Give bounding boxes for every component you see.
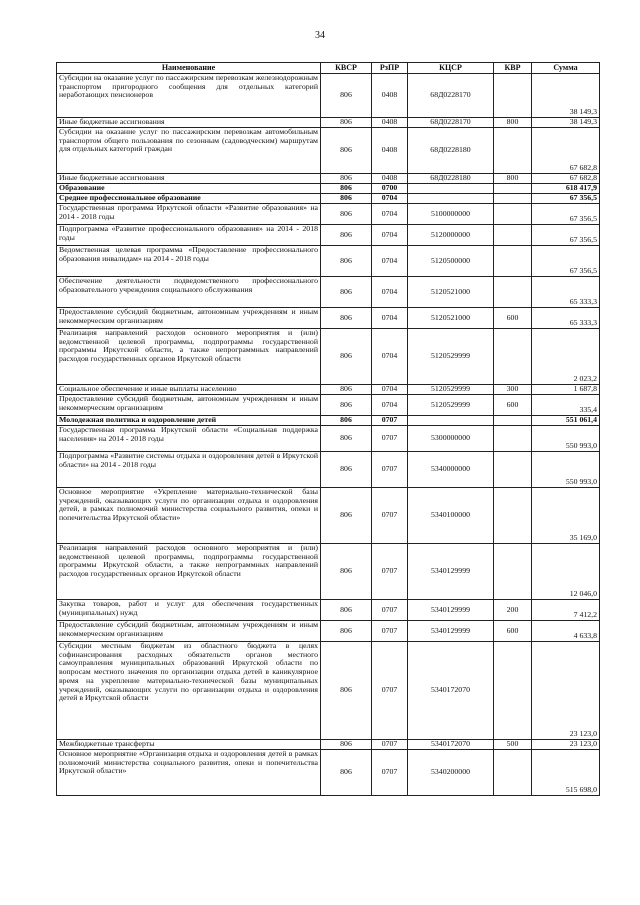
- cell-name: Предоставление субсидий бюджетным, автономным учреждениям и иным некоммерческим организациям: [57, 395, 321, 416]
- table-row: [57, 204, 600, 225]
- table-row: [57, 194, 600, 204]
- cell-kvr: [494, 750, 532, 796]
- table-row: [57, 395, 600, 416]
- cell-kvr: 200: [494, 600, 532, 621]
- cell-name: Основное мероприятие «Укрепление материально-технической базы учреждений, оказывающих услуги по организации отдыха и оздоровления детей, в рамках полномочий министерства социального развития, опеки и попечительства Иркутской области»: [57, 488, 321, 544]
- cell-rzpr: 0408: [372, 128, 408, 174]
- cell-kvsr: 806: [321, 74, 372, 118]
- cell-kcsr: [408, 184, 494, 194]
- cell-sum: 35 169,0: [532, 488, 600, 544]
- cell-rzpr: 0707: [372, 452, 408, 488]
- cell-kcsr: 5340129999: [408, 544, 494, 600]
- cell-name: Реализация направлений расходов основного мероприятия и (или) ведомственной целевой программы, подпрограммы государственной программы Иркутской области, а также непрограммных направлений расходов государственных органов Иркутской области: [57, 544, 321, 600]
- cell-kcsr: 5340100000: [408, 488, 494, 544]
- cell-kcsr: 5120529999: [408, 385, 494, 395]
- cell-sum: 618 417,9: [532, 184, 600, 194]
- table-row: [57, 277, 600, 308]
- cell-kcsr: 68Д0228170: [408, 118, 494, 128]
- cell-kcsr: 68Д0228170: [408, 74, 494, 118]
- header-kvr: КВР: [494, 63, 532, 74]
- cell-rzpr: 0707: [372, 740, 408, 750]
- header-rzpr: РзПР: [372, 63, 408, 74]
- cell-sum: 23 123,0: [532, 740, 600, 750]
- cell-name: Государственная программа Иркутской области «Социальная поддержка населения» на 2014 - 2018 годы: [57, 426, 321, 452]
- cell-kvr: 600: [494, 395, 532, 416]
- cell-kvsr: 806: [321, 642, 372, 740]
- cell-sum: 67 682,8: [532, 128, 600, 174]
- cell-kvr: 600: [494, 621, 532, 642]
- header-name: Наименование: [57, 63, 321, 74]
- cell-kcsr: 5340172070: [408, 740, 494, 750]
- cell-sum: 335,4: [532, 395, 600, 416]
- cell-kcsr: 5340200000: [408, 750, 494, 796]
- header-kcsr: КЦСР: [408, 63, 494, 74]
- cell-name: Образование: [57, 184, 321, 194]
- table-row: [57, 184, 600, 194]
- cell-sum: 515 698,0: [532, 750, 600, 796]
- cell-kvr: [494, 329, 532, 385]
- cell-sum: 38 149,3: [532, 74, 600, 118]
- cell-sum: 551 061,4: [532, 416, 600, 426]
- cell-rzpr: 0408: [372, 118, 408, 128]
- cell-kvsr: 806: [321, 621, 372, 642]
- table-row: [57, 329, 600, 385]
- cell-rzpr: 0704: [372, 246, 408, 277]
- cell-kvsr: 806: [321, 225, 372, 246]
- cell-kvsr: 806: [321, 426, 372, 452]
- table-row: [57, 600, 600, 621]
- cell-rzpr: 0700: [372, 184, 408, 194]
- cell-kvr: 600: [494, 308, 532, 329]
- cell-kvr: [494, 184, 532, 194]
- cell-kcsr: 68Д0228180: [408, 174, 494, 184]
- table-row: [57, 225, 600, 246]
- cell-kvsr: 806: [321, 488, 372, 544]
- cell-name: Подпрограмма «Развитие профессионального образования» на 2014 - 2018 годы: [57, 225, 321, 246]
- cell-kcsr: 5120529999: [408, 329, 494, 385]
- cell-name: Ведомственная целевая программа «Предоставление профессионального образования инвалидам» на 2014 - 2018 годы: [57, 246, 321, 277]
- cell-name: Реализация направлений расходов основного мероприятия и (или) ведомственной целевой программы, подпрограммы государственной программы Иркутской области, а также непрограммных направлений расходов государственных органов Иркутской области: [57, 329, 321, 385]
- cell-kvr: [494, 416, 532, 426]
- cell-kvr: [494, 426, 532, 452]
- cell-kvsr: 806: [321, 128, 372, 174]
- cell-name: Молодежная политика и оздоровление детей: [57, 416, 321, 426]
- cell-name: Предоставление субсидий бюджетным, автономным учреждениям и иным некоммерческим организациям: [57, 308, 321, 329]
- cell-kvsr: 806: [321, 329, 372, 385]
- cell-name: Социальное обеспечение и иные выплаты населению: [57, 385, 321, 395]
- cell-sum: 4 633,8: [532, 621, 600, 642]
- page-number: 34: [315, 30, 325, 41]
- cell-rzpr: 0707: [372, 544, 408, 600]
- cell-name: Обеспечение деятельности подведомственного профессионального образовательного учреждения социального обслуживания: [57, 277, 321, 308]
- cell-name: Иные бюджетные ассигнования: [57, 174, 321, 184]
- cell-name: Основное мероприятие «Организация отдыха и оздоровления детей в рамках полномочий министерства социального развития, опеки и попечительства Иркутской области»: [57, 750, 321, 796]
- table-row: [57, 74, 600, 118]
- table-row: [57, 452, 600, 488]
- cell-rzpr: 0707: [372, 750, 408, 796]
- cell-rzpr: 0707: [372, 642, 408, 740]
- cell-kcsr: 5300000000: [408, 426, 494, 452]
- cell-rzpr: 0707: [372, 416, 408, 426]
- table-row: [57, 174, 600, 184]
- cell-sum: 67 682,8: [532, 174, 600, 184]
- cell-kcsr: [408, 194, 494, 204]
- cell-kcsr: 5120500000: [408, 246, 494, 277]
- cell-kvsr: 806: [321, 246, 372, 277]
- cell-kvr: [494, 128, 532, 174]
- table-row: [57, 118, 600, 128]
- cell-kvr: 800: [494, 174, 532, 184]
- table-row: [57, 416, 600, 426]
- cell-sum: 1 687,8: [532, 385, 600, 395]
- cell-kvsr: 806: [321, 416, 372, 426]
- cell-rzpr: 0704: [372, 225, 408, 246]
- cell-kvr: 800: [494, 118, 532, 128]
- cell-name: Подпрограмма «Развитие системы отдыха и оздоровления детей в Иркутской области» на 2014 - 2018 годы: [57, 452, 321, 488]
- cell-kvsr: 806: [321, 385, 372, 395]
- cell-sum: 67 356,5: [532, 204, 600, 225]
- cell-kcsr: 5100000000: [408, 204, 494, 225]
- table-row: [57, 750, 600, 796]
- cell-kvr: [494, 204, 532, 225]
- cell-kvr: [494, 225, 532, 246]
- cell-sum: 67 356,5: [532, 225, 600, 246]
- cell-sum: 23 123,0: [532, 642, 600, 740]
- cell-kvsr: 806: [321, 544, 372, 600]
- table-row: [57, 488, 600, 544]
- cell-sum: 2 023,2: [532, 329, 600, 385]
- table-header-row: [57, 63, 600, 74]
- cell-rzpr: 0704: [372, 395, 408, 416]
- cell-kvr: [494, 74, 532, 118]
- cell-kvsr: 806: [321, 184, 372, 194]
- cell-kvr: 500: [494, 740, 532, 750]
- cell-kcsr: 5340000000: [408, 452, 494, 488]
- cell-kvr: [494, 246, 532, 277]
- cell-kcsr: 68Д0228180: [408, 128, 494, 174]
- cell-kvsr: 806: [321, 600, 372, 621]
- cell-sum: 65 333,3: [532, 308, 600, 329]
- cell-sum: 7 412,2: [532, 600, 600, 621]
- cell-sum: 67 356,5: [532, 246, 600, 277]
- cell-kcsr: 5340172070: [408, 642, 494, 740]
- header-kvsr: КВСР: [321, 63, 372, 74]
- cell-kvsr: 806: [321, 194, 372, 204]
- cell-name: Закупка товаров, работ и услуг для обеспечения государственных (муниципальных) нужд: [57, 600, 321, 621]
- cell-kvsr: 806: [321, 308, 372, 329]
- cell-name: Предоставление субсидий бюджетным, автономным учреждениям и иным некоммерческим организациям: [57, 621, 321, 642]
- cell-rzpr: 0704: [372, 194, 408, 204]
- cell-kvsr: 806: [321, 277, 372, 308]
- cell-rzpr: 0707: [372, 600, 408, 621]
- cell-rzpr: 0704: [372, 204, 408, 225]
- cell-kcsr: 5120521000: [408, 308, 494, 329]
- cell-kvr: [494, 488, 532, 544]
- cell-rzpr: 0704: [372, 385, 408, 395]
- table-row: [57, 426, 600, 452]
- table-row: [57, 740, 600, 750]
- cell-rzpr: 0704: [372, 277, 408, 308]
- table-row: [57, 385, 600, 395]
- cell-sum: 65 333,3: [532, 277, 600, 308]
- cell-rzpr: 0408: [372, 74, 408, 118]
- cell-name: Субсидии на оказание услуг по пассажирским перевозкам автомобильным транспортом общего пользования по сезонным (садоводческим) маршрутам для отдельных категорий граждан: [57, 128, 321, 174]
- cell-kcsr: 5120521000: [408, 277, 494, 308]
- cell-sum: 12 046,0: [532, 544, 600, 600]
- cell-kcsr: 5340129999: [408, 621, 494, 642]
- cell-kvsr: 806: [321, 174, 372, 184]
- cell-rzpr: 0704: [372, 308, 408, 329]
- cell-rzpr: 0707: [372, 488, 408, 544]
- cell-name: Межбюджетные трансферты: [57, 740, 321, 750]
- table-row: [57, 128, 600, 174]
- cell-rzpr: 0408: [372, 174, 408, 184]
- header-sum: Сумма: [532, 63, 600, 74]
- cell-rzpr: 0704: [372, 329, 408, 385]
- table-row: [57, 621, 600, 642]
- cell-rzpr: 0707: [372, 426, 408, 452]
- cell-kcsr: 5120529999: [408, 395, 494, 416]
- table-row: [57, 246, 600, 277]
- cell-kcsr: 5120000000: [408, 225, 494, 246]
- budget-table: [56, 62, 600, 796]
- cell-kvr: [494, 277, 532, 308]
- cell-kvsr: 806: [321, 118, 372, 128]
- cell-name: Иные бюджетные ассигнования: [57, 118, 321, 128]
- cell-kvsr: 806: [321, 750, 372, 796]
- table-row: [57, 544, 600, 600]
- cell-kvr: 300: [494, 385, 532, 395]
- cell-name: Субсидии на оказание услуг по пассажирским перевозкам железнодорожным транспортом пригородного сообщения для отдельных категорий неработающих пенсионеров: [57, 74, 321, 118]
- cell-kvr: [494, 452, 532, 488]
- cell-kvsr: 806: [321, 395, 372, 416]
- cell-kcsr: [408, 416, 494, 426]
- cell-kvr: [494, 642, 532, 740]
- cell-sum: 67 356,5: [532, 194, 600, 204]
- cell-sum: 38 149,3: [532, 118, 600, 128]
- cell-kvr: [494, 544, 532, 600]
- cell-sum: 550 993,0: [532, 426, 600, 452]
- cell-name: Субсидии местным бюджетам из областного бюджета в целях софинансирования расходных обязательств органов местного самоуправления муниципальных образований Иркутской области по вопросам местного значения по организации отдыха детей в каникулярное время на укрепление материально-технической базы муниципальных учреждений, оказывающих услуги по организации отдыха и оздоровления детей в Иркутской области: [57, 642, 321, 740]
- cell-kvr: [494, 194, 532, 204]
- cell-name: Среднее профессиональное образование: [57, 194, 321, 204]
- cell-kvsr: 806: [321, 740, 372, 750]
- cell-kcsr: 5340129999: [408, 600, 494, 621]
- cell-kvsr: 806: [321, 452, 372, 488]
- cell-name: Государственная программа Иркутской области «Развитие образования» на 2014 - 2018 годы: [57, 204, 321, 225]
- table-body: [57, 74, 600, 796]
- cell-sum: 550 993,0: [532, 452, 600, 488]
- table-row: [57, 308, 600, 329]
- cell-rzpr: 0707: [372, 621, 408, 642]
- cell-kvsr: 806: [321, 204, 372, 225]
- table-row: [57, 642, 600, 740]
